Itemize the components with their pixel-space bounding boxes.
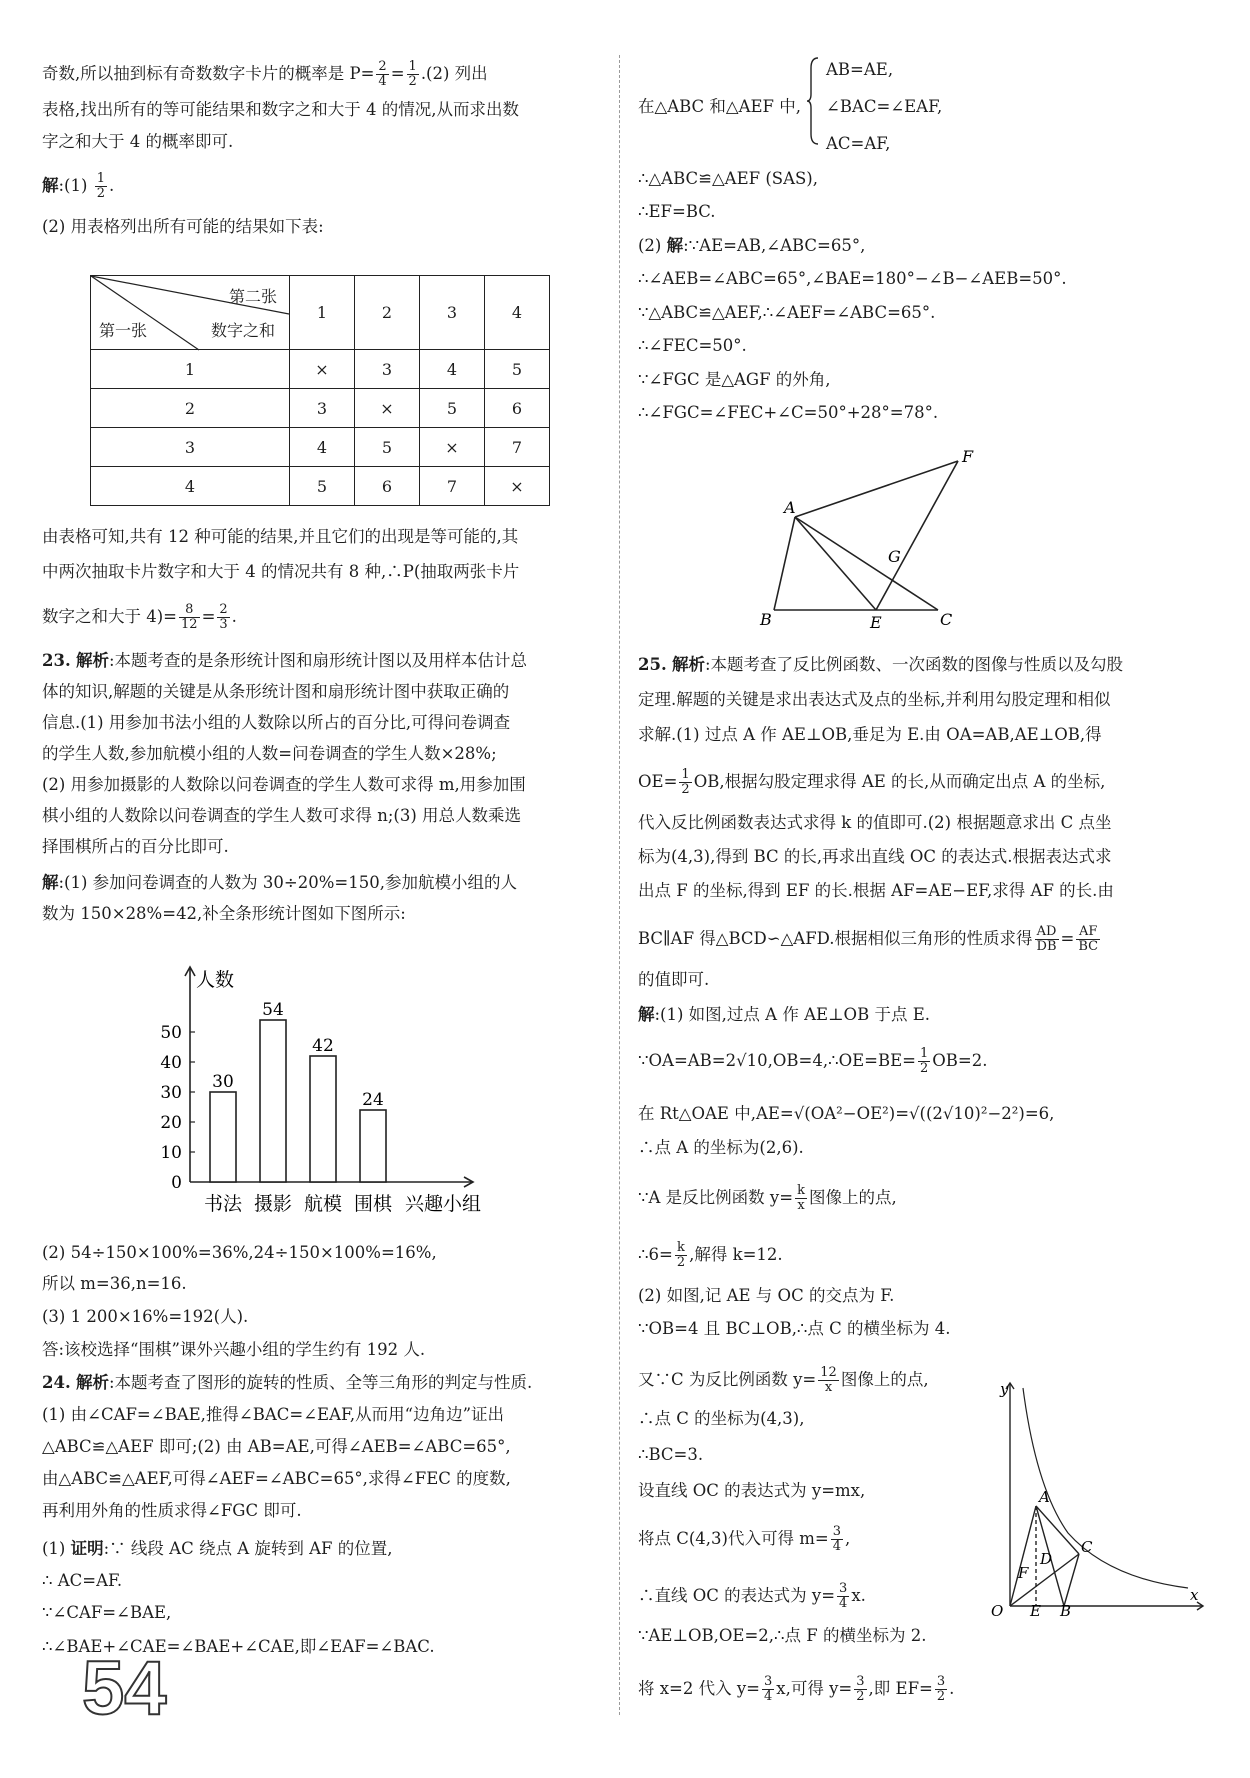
table-row: 2 3 × 5 6 xyxy=(91,389,550,428)
category-label: 摄影 xyxy=(253,1193,293,1215)
text-line: 信息.(1) 用参加书法小组的人数除以所占的百分比,可得问卷调查 xyxy=(42,713,511,732)
fraction: $\frac{1}{2}$ xyxy=(920,1046,929,1076)
text-line: ∴∠AEB=∠ABC=65°,∠BAE=180°−∠B−∠AEB=50°. xyxy=(638,269,1067,288)
point-label-o: O xyxy=(991,1602,1004,1620)
text-line: ∴点 C 的坐标为(4,3), xyxy=(638,1409,805,1428)
point-label-b: B xyxy=(1060,1602,1072,1620)
y-tick-label: 50 xyxy=(160,1023,182,1043)
text-line: 又∵C 为反比例函数 y= $\frac{12}{x}$ 图像上的点, xyxy=(638,1365,929,1395)
text-line: 25. 解析:本题考查了反比例函数、一次函数的图像与性质以及勾股 xyxy=(638,655,1124,674)
column-divider xyxy=(619,55,620,1715)
fraction: $\frac{3}{4}$ xyxy=(839,1581,848,1611)
text-line: 由△ABC≌△AEF,可得∠AEF=∠ABC=65°,求得∠FEC 的度数, xyxy=(42,1469,511,1488)
category-label: 围棋 xyxy=(353,1193,393,1215)
text-line: 解:(1) $\frac{1}{2}$ . xyxy=(42,171,115,201)
fraction: $\frac{1}{2}$ xyxy=(96,171,105,201)
text-line: 将 x=2 代入 y= $\frac{3}{4}$ x,可得 y= $\frac{3}{2}$ ,即 EF= $\frac{3}{2}$ . xyxy=(638,1674,955,1704)
text-line: 择围棋所占的百分比即可. xyxy=(42,837,229,856)
text-line: 再利用外角的性质求得∠FGC 即可. xyxy=(42,1501,302,1520)
text-line: (2) 用表格列出所有可能的结果如下表: xyxy=(42,217,324,236)
bar-chart xyxy=(132,960,542,1225)
fraction: $\frac{AF}{BC}$ xyxy=(1078,924,1099,954)
text-line: (1) 证明:∵ 线段 AC 绕点 A 旋转到 AF 的位置, xyxy=(42,1539,393,1558)
col-header: 3 xyxy=(420,276,485,350)
text-line: ∵OB=4 且 BC⊥OB,∴点 C 的横坐标为 4. xyxy=(638,1319,951,1338)
fraction: $\frac{2}{3}$ xyxy=(219,602,228,632)
fraction: $\frac{1}{2}$ xyxy=(681,767,690,797)
text-line: △ABC≌△AEF 即可;(2) 由 AB=AE,可得∠AEB=∠ABC=65°, xyxy=(42,1437,511,1456)
text-line: (3) 1 200×16%=192(人). xyxy=(42,1307,249,1326)
axis-label-x: x xyxy=(1190,1586,1199,1604)
point-label-b: B xyxy=(760,610,772,629)
bar-value-label: 24 xyxy=(362,1090,384,1110)
text-line: ∵△ABC≌△AEF,∴∠AEF=∠ABC=65°. xyxy=(638,303,936,322)
y-tick-label: 30 xyxy=(160,1083,182,1103)
text-line: ∴∠BAE+∠CAE=∠BAE+∠CAE,即∠EAF=∠BAC. xyxy=(42,1637,435,1656)
text-line: 棋小组的人数除以问卷调查的学生人数可求得 n;(3) 用总人数乘选 xyxy=(42,806,522,825)
text-line: ∴∠FGC=∠FEC+∠C=50°+28°=78°. xyxy=(638,403,939,422)
text-line: 的学生人数,参加航模小组的人数=问卷调查的学生人数×28%; xyxy=(42,744,497,763)
text-line: 奇数,所以抽到标有奇数数字卡片的概率是 P= $\frac{2}{4}$ = $\frac{1}{2}$ .(2) 列出 xyxy=(42,59,488,89)
point-label-a: A xyxy=(784,498,796,517)
text-line: (2) 如图,记 AE 与 OC 的交点为 F. xyxy=(638,1286,895,1305)
triangle-diagram xyxy=(760,445,1018,632)
y-tick-label: 40 xyxy=(160,1053,182,1073)
text-line: 字之和大于 4 的概率即可. xyxy=(42,132,234,151)
text-line: 在 Rt△OAE 中,AE=√(OA²−OE²)=√((2√10)²−2²)=6, xyxy=(638,1104,1055,1123)
text-line: 定理.解题的关键是求出表达式及点的坐标,并利用勾股定理和相似 xyxy=(638,690,1111,709)
fraction: $\frac{k}{x}$ xyxy=(797,1183,805,1213)
text-line: (2) 解:∵AE=AB,∠ABC=65°, xyxy=(638,236,866,255)
page-number: 54 xyxy=(82,1646,167,1731)
text-line: 表格,找出所有的等可能结果和数字之和大于 4 的情况,从而求出数 xyxy=(42,100,519,119)
text-line: ∴ AC=AF. xyxy=(42,1571,123,1590)
text-line: ∴6= $\frac{k}{2}$ ,解得 k=12. xyxy=(638,1240,783,1270)
text-line: 由表格可知,共有 12 种可能的结果,并且它们的出现是等可能的,其 xyxy=(42,527,519,546)
fraction: $\frac{3}{4}$ xyxy=(764,1674,773,1704)
bar-value-label: 54 xyxy=(262,1000,284,1020)
text-line: 答:该校选择“围棋”课外兴趣小组的学生约有 192 人. xyxy=(42,1340,426,1359)
text-line: (1) 由∠CAF=∠BAE,推得∠BAC=∠EAF,从而用“边角边”证出 xyxy=(42,1405,505,1424)
text-line: ∵A 是反比例函数 y= $\frac{k}{x}$ 图像上的点, xyxy=(638,1183,897,1213)
text-line: 出点 F 的坐标,得到 EF 的长.根据 AF=AE−EF,求得 AF 的长.由 xyxy=(638,881,1114,900)
bar xyxy=(310,1056,336,1182)
fraction: $\frac{2}{4}$ xyxy=(378,59,387,89)
text-line: ∴△ABC≌△AEF (SAS), xyxy=(638,169,818,188)
text-line: OE= $\frac{1}{2}$ OB,根据勾股定理求得 AE 的长,从而确定出点 A 的坐标, xyxy=(638,767,1106,797)
text-line: ∴点 A 的坐标为(2,6). xyxy=(638,1138,804,1157)
sum-table xyxy=(90,275,550,506)
brace-icon xyxy=(806,56,820,146)
text-line: 23. 解析:本题考查的是条形统计图和扇形统计图以及用样本估计总 xyxy=(42,651,528,670)
text-line: 将点 C(4,3)代入可得 m= $\frac{3}{4}$ , xyxy=(638,1524,851,1554)
point-label-c: C xyxy=(1081,1538,1093,1556)
table-row: 3 4 5 × 7 xyxy=(91,428,550,467)
fraction: $\frac{1}{2}$ xyxy=(408,59,417,89)
fraction: $\frac{12}{x}$ xyxy=(820,1365,837,1395)
table-row: 4 5 6 7 × xyxy=(91,467,550,506)
text-line: ∵AE⊥OB,OE=2,∴点 F 的横坐标为 2. xyxy=(638,1626,927,1645)
y-tick-label: 10 xyxy=(160,1143,182,1163)
y-axis-label: 人数 xyxy=(196,969,235,991)
fraction: $\frac{3}{2}$ xyxy=(936,1674,946,1704)
text-line: BC∥AF 得△BCD∽△AFD.根据相似三角形的性质求得 $\frac{AD}{DB}$ = $\frac{AF}{BC}$ xyxy=(638,924,1099,954)
text-line: ∴EF=BC. xyxy=(638,202,716,221)
bar xyxy=(360,1110,386,1182)
text-line: ∴直线 OC 的表达式为 y= $\frac{3}{4}$ x. xyxy=(638,1581,866,1611)
text-line: 标为(4,3),得到 BC 的长,再求出直线 OC 的表达式.根据表达式求 xyxy=(638,847,1112,866)
col-header: 1 xyxy=(290,276,355,350)
bar-value-label: 30 xyxy=(212,1072,234,1092)
text-line: 数为 150×28%=42,补全条形统计图如下图所示: xyxy=(42,904,406,923)
table-row: 1 × 3 4 5 xyxy=(91,350,550,389)
bar-value-label: 42 xyxy=(312,1036,334,1056)
text-line: 所以 m=36,n=16. xyxy=(42,1274,187,1293)
table-corner-cell: 第二张 第一张 数字之和 xyxy=(91,276,290,350)
fraction: $\frac{AD}{DB}$ xyxy=(1036,924,1057,954)
text-line: ∴∠FEC=50°. xyxy=(638,336,747,355)
text-line: 数字之和大于 4)= $\frac{8}{12}$ = $\frac{2}{3}$ . xyxy=(42,602,237,632)
point-label-e: E xyxy=(870,613,882,632)
fraction: $\frac{3}{2}$ xyxy=(856,1674,865,1704)
bar xyxy=(210,1092,236,1182)
text-line: (2) 用参加摄影的人数除以问卷调查的学生人数可求得 m,用参加围 xyxy=(42,775,526,794)
text-line: 24. 解析:本题考查了图形的旋转的性质、全等三角形的判定与性质. xyxy=(42,1373,533,1392)
text-line: 的值即可. xyxy=(638,970,710,989)
function-graph xyxy=(988,1378,1206,1618)
point-label-a: A xyxy=(1039,1488,1050,1506)
text-line: (2) 54÷150×100%=36%,24÷150×100%=16%, xyxy=(42,1243,437,1262)
point-label-e: E xyxy=(1030,1602,1041,1620)
x-axis-label: 兴趣小组 xyxy=(405,1193,482,1215)
text-line: ∵OA=AB=2√10,OB=4,∴OE=BE= $\frac{1}{2}$ OB=2. xyxy=(638,1046,988,1076)
text-line: 体的知识,解题的关键是从条形统计图和扇形统计图中获取正确的 xyxy=(42,682,510,701)
text-line: ∵∠CAF=∠BAE, xyxy=(42,1603,172,1622)
bar xyxy=(260,1020,286,1182)
text-line: ∵∠FGC 是△AGF 的外角, xyxy=(638,370,831,389)
point-label-f: F xyxy=(1018,1564,1029,1582)
text-line: 代入反比例函数表达式求得 k 的值即可.(2) 根据题意求出 C 点坐 xyxy=(638,813,1112,832)
y-tick-label: 20 xyxy=(160,1113,182,1133)
fraction: $\frac{k}{2}$ xyxy=(676,1240,686,1270)
point-label-g: G xyxy=(888,547,901,566)
category-label: 书法 xyxy=(203,1193,243,1215)
fraction: $\frac{3}{4}$ xyxy=(832,1524,841,1554)
col-header: 4 xyxy=(485,276,550,350)
point-label-d: D xyxy=(1040,1550,1053,1568)
text-line: ∴BC=3. xyxy=(638,1445,704,1464)
category-label: 航模 xyxy=(303,1193,343,1215)
fraction: $\frac{8}{12}$ xyxy=(181,602,198,632)
text-line: 解:(1) 如图,过点 A 作 AE⊥OB 于点 E. xyxy=(638,1005,930,1024)
point-label-f: F xyxy=(962,447,974,466)
point-label-c: C xyxy=(940,610,953,629)
col-header: 2 xyxy=(355,276,420,350)
axis-label-y: y xyxy=(1000,1380,1009,1398)
text-line: 解:(1) 参加问卷调查的人数为 30÷20%=150,参加航模小组的人 xyxy=(42,873,517,892)
text-line: 设直线 OC 的表达式为 y=mx, xyxy=(638,1481,866,1500)
text-line: 中两次抽取卡片数字和大于 4 的情况共有 8 种,∴P(抽取两张卡片 xyxy=(42,562,520,581)
y-tick-label: 0 xyxy=(171,1173,182,1193)
text-line: 求解.(1) 过点 A 作 AE⊥OB,垂足为 E.由 OA=AB,AE⊥OB,得 xyxy=(638,725,1102,744)
